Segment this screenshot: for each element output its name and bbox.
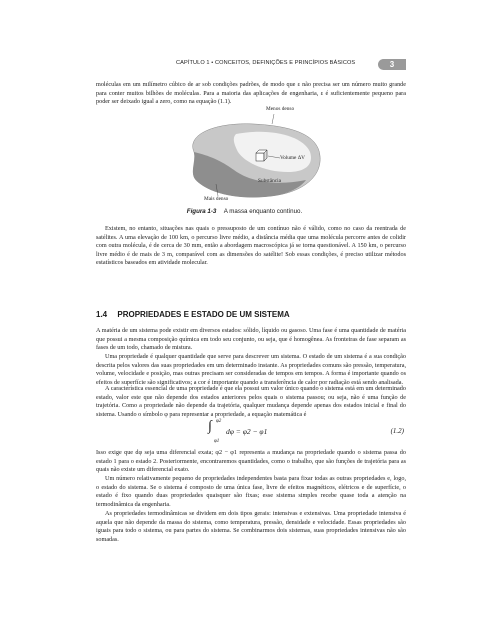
label-less-dense: Menos denso — [266, 106, 295, 112]
label-substance: Substância — [258, 178, 281, 184]
integral-lower-limit: φ1 — [214, 439, 220, 444]
volume-cube — [256, 150, 267, 161]
integral-upper-limit: φ2 — [216, 419, 222, 424]
running-header: CAPÍTULO 1 • CONCEITOS, DEFINIÇÕES E PRINCÍPIOS BÁSICOS — [176, 60, 356, 66]
label-volume: Volume ΔV — [280, 155, 305, 161]
integral-sign: ∫ — [208, 419, 212, 434]
section-number: 1.4 — [96, 310, 108, 319]
page-number-badge: 3 — [378, 59, 406, 70]
equation-number: (1.2) — [390, 427, 404, 435]
paragraph-path-function: A característica essencial de uma propriedade é que ela possui um valor único quando o sistema está em um determinado estado, valor este que não depende dos estados anteriores pelos quais o sistema passou; ou seja, não é uma função de trajetória. Como a propriedade não depende da trajetória, qualquer mudança depende apenas dos estados inicial e final do sistema. Usando o símbolo φ para representar a propriedade, a equação matemática é — [96, 385, 406, 418]
paragraph-continuum: moléculas em um milímetro cúbico de ar sob condições padrões, de modo que ε não precisa ser um número muito grande para conter muitos bilhões de moléculas. Para a maioria das aplicações de engenharia, ε é suficientemente pequeno para poder ser deixado igual a zero, como na equação (1.1). — [96, 81, 406, 106]
paragraph-exact-differential: Isso exige que dφ seja uma diferencial exata; φ2 − φ1 representa a mudança na propriedade quando o sistema passa do estado 1 para o estado 2. Posteriormente, encontraremos quantidades, como o trabalho, que são funções de trajetória para as quais não existe um diferencial exato. — [96, 449, 406, 474]
section-title: PROPRIEDADES E ESTADO DE UM SISTEMA — [117, 310, 290, 319]
paragraph-intensive-extensive: As propriedades termodinâmicas se dividem em dois tipos gerais: intensivas e extensivas. Uma propriedade intensiva é aquela que não depende da massa do sistema, como temperatura, pressão, densidade e velocidade. Essas propriedades são iguais para todo o sistema, ou para partes do sistema. Se combinarmos dois sistemas, suas propriedades intensivas não são somadas. — [96, 510, 406, 543]
equation-1-2 — [96, 419, 406, 445]
figure-caption — [0, 208, 489, 215]
caption-text: A massa enquanto contínuo. — [223, 208, 303, 215]
paragraph-phase: A matéria de um sistema pode existir em diversos estados: sólido, líquido ou gasoso. Uma fase é uma quantidade de matéria que possui a mesma composição química em todo seu conjunto, ou seja, que é homogênea. As fronteiras de fase separam as fases de um todo, chamado de mistura. — [96, 327, 406, 352]
page-header — [96, 59, 406, 72]
paragraph-reentry: Existem, no entanto, situações nas quais o pressuposto de um contínuo não é válido, como no caso da reentrada de satélites. A uma elevação de 100 km, o percurso livre médio, a distância média que uma molécula percorre antes de colidir com outra molécula, é de cerca de 30 mm, então a abordagem macroscópica já se torna questionável. A 150 km, o percurso livre médio é de mais de 3 m, comparável com as dimensões do satélite! Sob essas condições, é preciso utilizar métodos estatísticos baseados em atividade molecular. — [96, 225, 406, 267]
label-more-dense: Mais denso — [204, 196, 229, 202]
paragraph-independent-properties: Um número relativamente pequeno de propriedades independentes basta para fixar todas as outras propriedades e, logo, o estado do sistema. Se o sistema é composto de uma única fase, livre de efeitos magnéticos, elétricos e de superfície, o estado é fixo quando duas propriedades quaisquer são fixas; esse sistema simples recebe quase toda a atenção na termodinâmica da engenharia. — [96, 475, 406, 508]
paragraph-property: Uma propriedade é qualquer quantidade que serve para descrever um sistema. O estado de um sistema é a sua condição descrita pelos valores das suas propriedades em um determinado instante. As propriedades comuns são pressão, temperatura, volume, velocidade e posição, mas outras precisam ser consideradas de tempos em tempos. A forma é importante quando os efeitos de superfície são significativos; a cor é importante quando a transferência de calor por radiação está sendo analisada. — [96, 353, 406, 386]
equation-body: dφ = φ2 − φ1 — [226, 427, 268, 436]
section-heading — [96, 310, 290, 319]
caption-number: Figura 1-3 — [186, 208, 217, 215]
figure-continuum — [176, 106, 326, 209]
